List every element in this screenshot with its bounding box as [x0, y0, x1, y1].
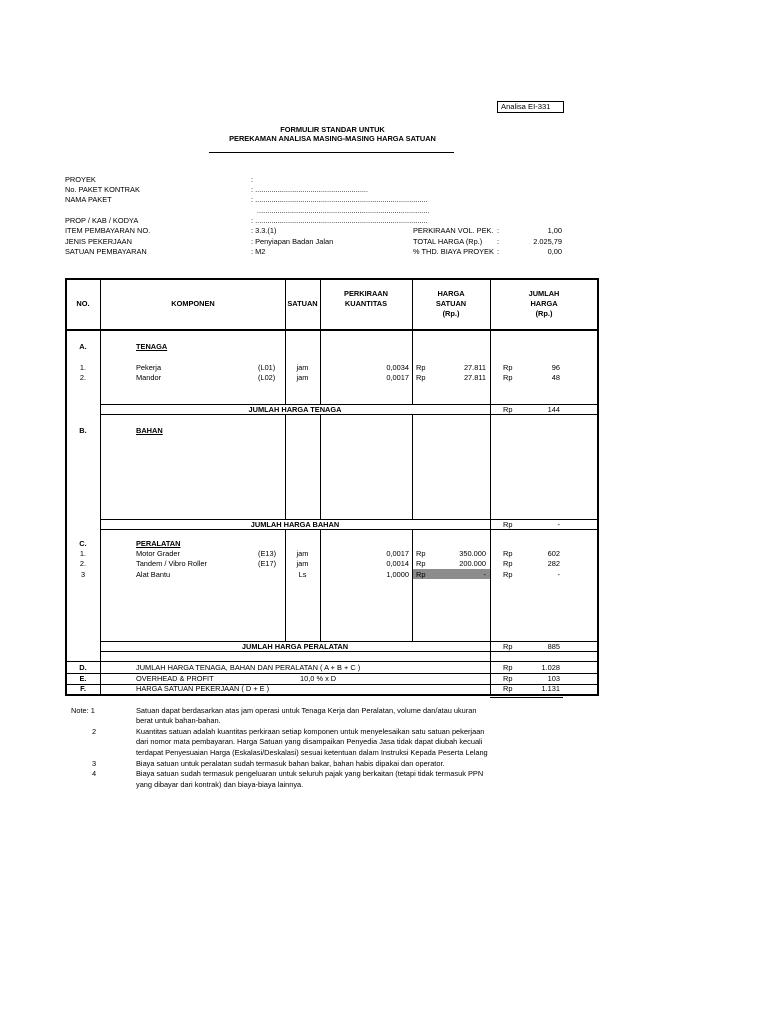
- row-f-value: 1.131: [541, 684, 560, 693]
- col-line-komponen-c: [285, 530, 286, 641]
- bahan-sum-bottom: [100, 529, 598, 530]
- header-harga-3: (Rp.): [442, 309, 460, 318]
- tenaga-sum-label: JUMLAH HARGA TENAGA: [248, 405, 342, 414]
- row-a1-no: 1.: [79, 363, 87, 372]
- row-c3-rp: Rp: [416, 570, 426, 579]
- row-e-label: OVERHEAD & PROFIT: [136, 674, 214, 683]
- note-2-line-1: Kuantitas satuan adalah kuantitas perkiraan setiap komponen untuk menyelesaikan satu satuan pekerjaan: [136, 727, 485, 736]
- col-line-satuan-b: [320, 415, 321, 520]
- nama-value-2: ....................................................................................: [257, 206, 430, 215]
- bahan-sum-value: -: [557, 520, 560, 529]
- row-c2-code: (E17): [258, 559, 277, 568]
- prop-value: : ....................................................................................: [251, 216, 428, 225]
- col-line-harga-def: [490, 662, 491, 695]
- col-line-komponen-b: [285, 415, 286, 520]
- header-harga-2: SATUAN: [435, 299, 467, 308]
- peralatan-sum-value: 885: [547, 642, 560, 651]
- tenaga-sum-bottom: [100, 414, 598, 415]
- total-value: 2.025,79: [533, 237, 562, 246]
- row-a2-total: 48: [551, 373, 560, 382]
- table-outer-border: [65, 278, 599, 696]
- note-2-label: 2: [92, 727, 97, 736]
- total-label: TOTAL HARGA (Rp.): [413, 237, 483, 246]
- row-a2-name: Mandor: [136, 373, 162, 382]
- row-a1-rp: Rp: [416, 363, 426, 372]
- bahan-sum-rp: Rp: [503, 520, 513, 529]
- section-c-title: PERALATAN: [136, 539, 181, 548]
- row-c1-unit: jam: [296, 549, 309, 558]
- proyek-value: :: [251, 175, 254, 184]
- row-c2-rp2: Rp: [503, 559, 513, 568]
- header-kuantitas-1: PERKIRAAN: [344, 289, 388, 298]
- row-a1-unit: jam: [296, 363, 309, 372]
- tenaga-sum-rp: Rp: [503, 405, 513, 414]
- row-c3-unit: Ls: [298, 570, 307, 579]
- row-a2-no: 2.: [79, 373, 87, 382]
- row-c1-qty: 0,0017: [386, 549, 409, 558]
- row-a1-rp2: Rp: [503, 363, 513, 372]
- row-a1-qty: 0,0034: [386, 363, 409, 372]
- biaya-value: 0,00: [547, 247, 562, 256]
- header-harga-1: HARGA: [437, 289, 465, 298]
- satuan-label: SATUAN PEMBAYARAN: [65, 247, 147, 256]
- row-c1-name: Motor Grader: [136, 549, 180, 558]
- row-a1-name: Pekerja: [136, 363, 162, 372]
- row-f-rp: Rp: [503, 684, 513, 693]
- item-value: : 3.3.(1): [251, 226, 277, 235]
- note-4-line-2: yang dibayar dari kontrak) dan biaya-biaya lainnya.: [136, 780, 304, 789]
- total-underline: [490, 697, 563, 698]
- row-c1-total: 602: [547, 549, 560, 558]
- total-colon: :: [497, 237, 500, 246]
- header-no: NO.: [76, 299, 90, 308]
- header-jumlah-1: JUMLAH: [528, 289, 560, 298]
- col-line-no-def: [100, 662, 101, 695]
- note-3-line-1: Biaya satuan untuk peralatan sudah termasuk bahan bakar, bahan habis dipakai dan operator.: [136, 759, 445, 768]
- row-e-percent: 10,0 % x D: [300, 674, 337, 683]
- row-c2-price: 200.000: [459, 559, 486, 568]
- col-line-satuan-c: [320, 530, 321, 641]
- title-underline: [209, 152, 454, 153]
- jenis-value: : Penyiapan Badan Jalan: [251, 237, 334, 246]
- row-d-label: JUMLAH HARGA TENAGA, BAHAN DAN PERALATAN ( A + B + C ): [136, 663, 361, 672]
- peralatan-sum-rp: Rp: [503, 642, 513, 651]
- row-a1-total: 96: [551, 363, 560, 372]
- row-f-label: HARGA SATUAN PEKERJAAN ( D + E ): [136, 684, 270, 693]
- biaya-colon: :: [497, 247, 500, 256]
- note-2-line-3: terdapat Penyesuaian Harga (Eskalasi/Deskalasi) sesuai ketentuan dalam Instruksi Kepada Peserta Lelang: [136, 748, 488, 757]
- col-line-no: [100, 279, 101, 662]
- vol-value: 1,00: [547, 226, 562, 235]
- biaya-label: % THD. BIAYA PROYEK: [413, 247, 494, 256]
- col-line-harga: [490, 279, 491, 662]
- row-e-rp: Rp: [503, 674, 513, 683]
- prop-label: PROP / KAB / KODYA: [65, 216, 139, 225]
- item-label: ITEM PEMBAYARAN NO.: [65, 226, 151, 235]
- paket-label: No. PAKET KONTRAK: [65, 185, 140, 194]
- section-a-title: TENAGA: [136, 342, 168, 351]
- peralatan-sum-label: JUMLAH HARGA PERALATAN: [241, 642, 349, 651]
- bahan-sum-label: JUMLAH HARGA BAHAN: [250, 520, 340, 529]
- row-a2-rp2: Rp: [503, 373, 513, 382]
- header-komponen: KOMPONEN: [171, 299, 215, 308]
- vol-label: PERKIRAAN VOL. PEK.: [413, 226, 494, 235]
- col-line-kuantitas-c: [412, 530, 413, 641]
- tenaga-sum-value: 144: [547, 405, 560, 414]
- nama-value: : ....................................................................................: [251, 195, 428, 204]
- row-c2-name: Tandem / Vibro Roller: [136, 559, 207, 568]
- row-e-no: E.: [79, 674, 87, 683]
- row-c3-price: -: [483, 570, 486, 579]
- note-4-label: 4: [92, 769, 97, 778]
- row-c3-no: 3: [80, 570, 86, 579]
- col-line-komponen: [285, 279, 286, 405]
- peralatan-sum-extra: [65, 661, 598, 662]
- note-1-label: Note: 1: [71, 706, 95, 715]
- jenis-label: JENIS PEKERJAAN: [65, 237, 132, 246]
- row-c2-total: 282: [547, 559, 560, 568]
- header-satuan: SATUAN: [287, 299, 318, 308]
- note-4-line-1: Biaya satuan sudah termasuk pengeluaran untuk seluruh pajak yang berkaitan (tetapi tidak termasuk PPN: [136, 769, 484, 778]
- section-c-no: C.: [79, 539, 87, 548]
- row-f-no: F.: [80, 684, 86, 693]
- row-a2-rp: Rp: [416, 373, 426, 382]
- header-separator: [65, 329, 599, 331]
- form-title: FORMULIR STANDAR UNTUK: [280, 125, 385, 134]
- row-d-rp: Rp: [503, 663, 513, 672]
- row-c2-qty: 0,0014: [386, 559, 409, 568]
- header-jumlah-2: HARGA: [530, 299, 558, 308]
- vol-colon: :: [497, 226, 500, 235]
- reference-code: Analisa EI-331: [497, 101, 564, 113]
- row-c2-unit: jam: [296, 559, 309, 568]
- row-c2-rp: Rp: [416, 559, 426, 568]
- row-c3-rp2: Rp: [503, 570, 513, 579]
- note-2-line-2: dari nomor mata pembayaran. Harga Satuan yang disampaikan Penyedia Jasa tidak dapat diubah kecuali: [136, 737, 483, 746]
- proyek-label: PROYEK: [65, 175, 96, 184]
- row-c1-rp: Rp: [416, 549, 426, 558]
- row-c1-no: 1.: [79, 549, 87, 558]
- row-a2-unit: jam: [296, 373, 309, 382]
- row-c1-code: (E13): [258, 549, 277, 558]
- row-c1-price: 350.000: [459, 549, 486, 558]
- note-1-line-2: berat untuk bahan-bahan.: [136, 716, 221, 725]
- section-a-no: A.: [79, 342, 87, 351]
- row-c3-total: -: [557, 570, 560, 579]
- peralatan-sum-bottom: [100, 651, 598, 652]
- row-a2-code: (L02): [258, 373, 276, 382]
- row-c3-qty: 1,0000: [386, 570, 409, 579]
- paket-value: : .......................................................: [251, 185, 369, 194]
- row-a2-qty: 0,0017: [386, 373, 409, 382]
- form-subtitle: PEREKAMAN ANALISA MASING-MASING HARGA SATUAN: [229, 134, 436, 143]
- row-d-no: D.: [79, 663, 87, 672]
- row-c1-rp2: Rp: [503, 549, 513, 558]
- section-b-title: BAHAN: [136, 426, 163, 435]
- row-a1-code: (L01): [258, 363, 276, 372]
- note-3-label: 3: [92, 759, 97, 768]
- section-b-no: B.: [79, 426, 87, 435]
- row-d-value: 1.028: [541, 663, 560, 672]
- note-1-line-1: Satuan dapat berdasarkan atas jam operasi untuk Tenaga Kerja dan Peralatan, volume dan/atau ukuran: [136, 706, 477, 715]
- header-jumlah-3: (Rp.): [535, 309, 553, 318]
- row-c2-no: 2.: [79, 559, 87, 568]
- row-a1-price: 27.811: [463, 363, 486, 372]
- header-kuantitas-2: KUANTITAS: [344, 299, 388, 308]
- col-line-kuantitas-b: [412, 415, 413, 520]
- satuan-value: : M2: [251, 247, 266, 256]
- row-e-value: 103: [547, 674, 560, 683]
- row-c3-name: Alat Bantu: [136, 570, 171, 579]
- nama-label: NAMA PAKET: [65, 195, 112, 204]
- row-a2-price: 27.811: [463, 373, 486, 382]
